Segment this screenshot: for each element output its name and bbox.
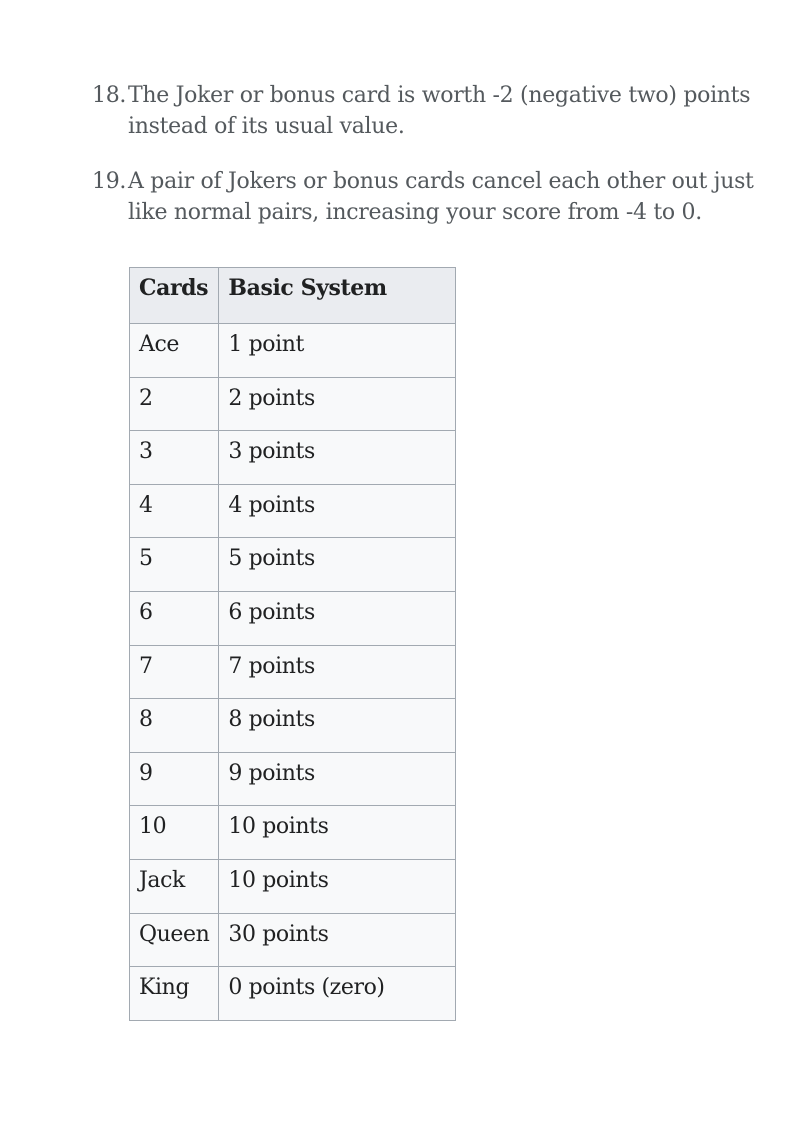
card-cell: 6 [130,591,219,645]
card-cell: Queen [130,913,219,967]
points-cell: 7 points [219,645,456,699]
points-cell: 30 points [219,913,456,967]
points-cell: 8 points [219,699,456,753]
rule-item-18 [92,80,772,142]
table-row [130,591,456,645]
points-cell: 3 points [219,431,456,485]
card-cell: 4 [130,484,219,538]
header-cards: Cards [130,268,219,324]
card-cell: 8 [130,699,219,753]
points-cell: 9 points [219,752,456,806]
card-cell: 7 [130,645,219,699]
table-row [130,484,456,538]
table-row [130,538,456,592]
points-cell: 6 points [219,591,456,645]
table-row [130,324,456,378]
rules-list [92,80,772,252]
header-basic-system: Basic System [219,268,456,324]
table-row [130,377,456,431]
table-row [130,859,456,913]
table-header-row [130,268,456,324]
points-cell: 5 points [219,538,456,592]
card-cell: 5 [130,538,219,592]
rule-number: 19. [92,169,127,194]
card-scoring-table [129,267,456,1021]
card-cell: 9 [130,752,219,806]
table-row [130,699,456,753]
points-cell: 2 points [219,377,456,431]
table-body [130,324,456,1021]
table-row [130,645,456,699]
table-row [130,752,456,806]
table-row [130,913,456,967]
card-cell: 3 [130,431,219,485]
table-row [130,967,456,1021]
table-row [130,431,456,485]
rule-item-19 [92,166,772,228]
rule-text: A pair of Jokers or bonus cards cancel each other out just like normal pairs, increasing your score from -4 to 0. [128,169,754,225]
card-cell: 10 [130,806,219,860]
rule-text: The Joker or bonus card is worth -2 (negative two) points instead of its usual value. [128,83,751,139]
table-row [130,806,456,860]
points-cell: 4 points [219,484,456,538]
points-cell: 1 point [219,324,456,378]
rule-number: 18. [92,83,127,108]
points-cell: 10 points [219,859,456,913]
points-cell: 0 points (zero) [219,967,456,1021]
points-cell: 10 points [219,806,456,860]
card-cell: Ace [130,324,219,378]
card-cell: King [130,967,219,1021]
card-cell: Jack [130,859,219,913]
card-cell: 2 [130,377,219,431]
